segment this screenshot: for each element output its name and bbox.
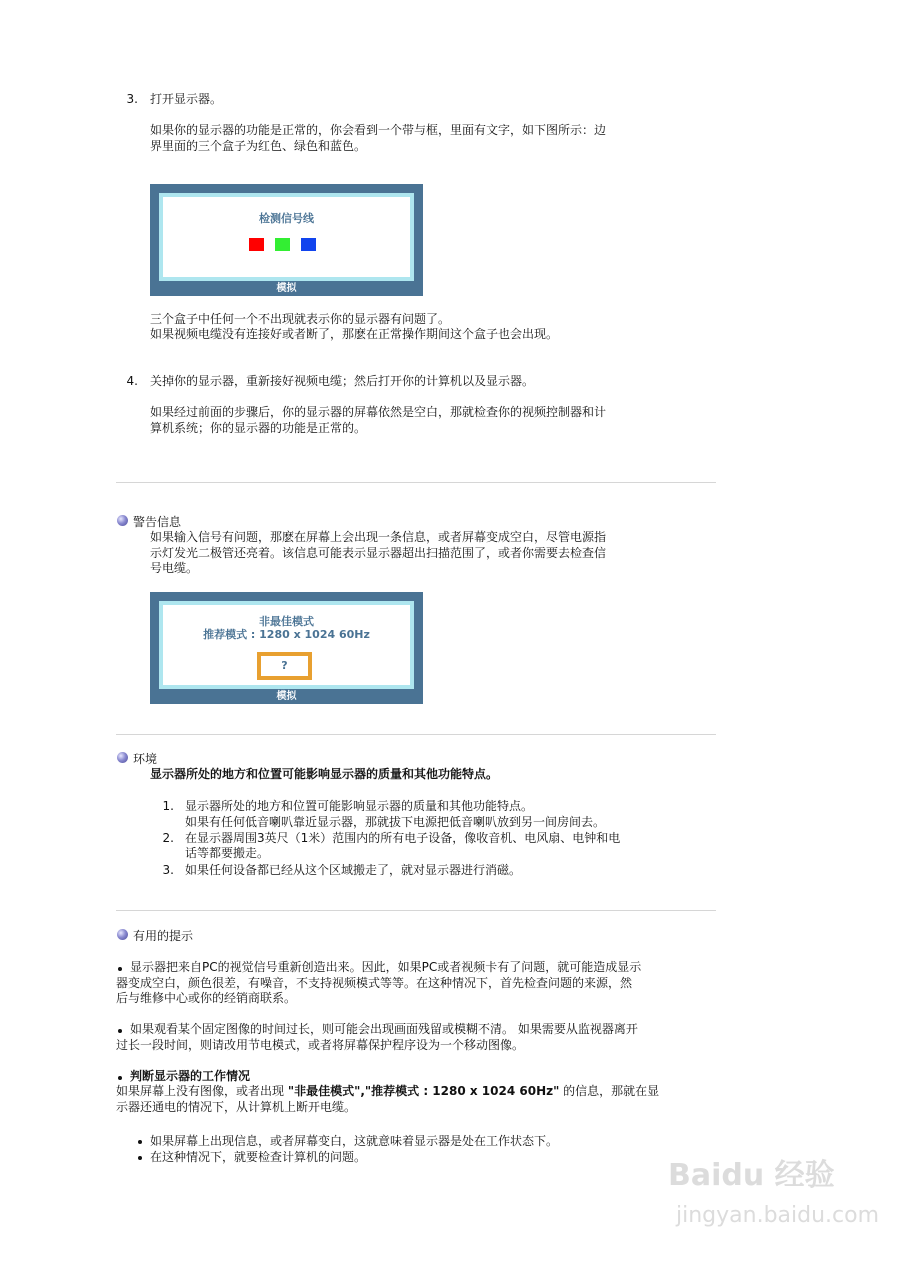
list-item-text: 话等都要搬走。 xyxy=(185,846,270,860)
tip-text: 如果观看某个固定图像的时间过长，则可能会出现画面残留或模糊不清。 如果需要从监视器离开 xyxy=(130,1022,638,1036)
green-box xyxy=(275,238,290,251)
step-number: 4. xyxy=(126,374,138,388)
panel-subtitle: 推荐模式 : 1280 x 1024 60Hz xyxy=(203,628,370,641)
list-number: 3. xyxy=(162,863,174,877)
divider xyxy=(116,734,716,735)
question-box: ? xyxy=(257,652,312,680)
panel-title: 非最佳模式 xyxy=(259,615,314,628)
judge-text-bold: "非最佳模式","推荐模式 : 1280 x 1024 60Hz" xyxy=(287,1084,560,1098)
section-paragraph: 示灯发光二极管还亮着。该信息可能表示显示器超出扫描范围了，或者你需要去检查信 xyxy=(150,546,607,560)
judge-heading: 判断显示器的工作情况 xyxy=(130,1069,251,1083)
step-number: 3. xyxy=(126,92,138,106)
list-item-text: 如果任何设备都已经从这个区域搬走了，就对显示器进行消磁。 xyxy=(185,863,522,877)
red-box xyxy=(249,238,264,251)
monitor-screen xyxy=(159,601,414,689)
monitor-panel-warning xyxy=(150,592,423,704)
step-title: 关掉你的显示器，重新接好视频电缆；然后打开你的计算机以及显示器。 xyxy=(150,374,535,388)
list-number: 2. xyxy=(162,831,174,845)
list-number: 1. xyxy=(162,799,174,813)
panel-title: 检测信号线 xyxy=(259,212,314,225)
step-paragraph: 三个盒子中任何一个不出现就表示你的显示器有问题了。 xyxy=(150,312,451,326)
step-paragraph: 如果视频电缆没有连接好或者断了，那麽在正常操作期间这个盒子也会出现。 xyxy=(150,327,559,341)
bullet-dot xyxy=(138,1156,142,1160)
bullet-dot xyxy=(118,1076,122,1080)
list-item-text: 如果有任何低音喇叭靠近显示器，那就拔下电源把低音喇叭放到另一间房间去。 xyxy=(185,815,606,829)
watermark-url: jingyan.baidu.com xyxy=(676,1203,880,1228)
judge-text-pre: 如果屏幕上没有图像，或者出现 xyxy=(116,1084,288,1098)
divider xyxy=(116,910,716,911)
step-paragraph: 算机系统；你的显示器的功能是正常的。 xyxy=(150,421,367,435)
watermark-logo: Baidu 经验 xyxy=(668,1158,835,1193)
list-item-text: 在显示器周围3英尺（1米）范围内的所有电子设备，像收音机、电风扇、电钟和电 xyxy=(185,831,621,845)
tip-text: 显示器把来自PC的视觉信号重新创造出来。因此，如果PC或者视频卡有了问题，就可能造成显示 xyxy=(130,960,642,974)
judge-text-post: 的信息，那就在显 xyxy=(559,1084,660,1098)
section-bullet-icon xyxy=(117,929,128,940)
judge-paragraph xyxy=(116,1083,659,1099)
tip-text: 器变成空白，颜色很差，有噪音，不支持视频模式等等。在这种情况下，首先检查问题的来源，然 xyxy=(116,976,633,990)
section-paragraph: 如果输入信号有问题，那麽在屏幕上会出现一条信息，或者屏幕变成空白，尽管电源指 xyxy=(150,530,607,544)
blue-box xyxy=(301,238,316,251)
bullet-item-text: 在这种情况下，就要检查计算机的问题。 xyxy=(150,1150,367,1164)
monitor-screen xyxy=(159,193,414,281)
step-paragraph: 界里面的三个盒子为红色、绿色和蓝色。 xyxy=(150,139,367,153)
list-item-text: 显示器所处的地方和位置可能影响显示器的质量和其他功能特点。 xyxy=(185,799,534,813)
section-bullet-icon xyxy=(117,515,128,526)
panel-caption: 模拟 xyxy=(276,691,297,702)
section-heading-tips: 有用的提示 xyxy=(133,929,194,943)
panel-caption: 模拟 xyxy=(276,283,297,294)
bullet-dot xyxy=(118,1029,122,1033)
bullet-dot xyxy=(118,967,122,971)
step-title: 打开显示器。 xyxy=(150,92,223,106)
step-paragraph: 如果你的显示器的功能是正常的，你会看到一个带与框，里面有文字，如下图所示：边 xyxy=(150,123,607,137)
divider xyxy=(116,482,716,483)
bullet-dot xyxy=(138,1140,142,1144)
section-bullet-icon xyxy=(117,752,128,763)
tip-text: 过长一段时间，则请改用节电模式，或者将屏幕保护程序设为一个移动图像。 xyxy=(116,1038,525,1052)
judge-paragraph: 示器还通电的情况下，从计算机上断开电缆。 xyxy=(116,1100,357,1114)
step-paragraph: 如果经过前面的步骤后，你的显示器的屏幕依然是空白，那就检查你的视频控制器和计 xyxy=(150,405,607,419)
monitor-panel-signal-check xyxy=(150,184,423,296)
section-subheading: 显示器所处的地方和位置可能影响显示器的质量和其他功能特点。 xyxy=(150,767,499,781)
section-heading-warning: 警告信息 xyxy=(133,515,182,529)
bullet-item-text: 如果屏幕上出现信息，或者屏幕变白，这就意味着显示器是处在工作状态下。 xyxy=(150,1134,559,1148)
tip-text: 后与维修中心或你的经销商联系。 xyxy=(116,991,297,1005)
section-heading-environment: 环境 xyxy=(133,752,158,766)
section-paragraph: 号电缆。 xyxy=(150,561,199,575)
